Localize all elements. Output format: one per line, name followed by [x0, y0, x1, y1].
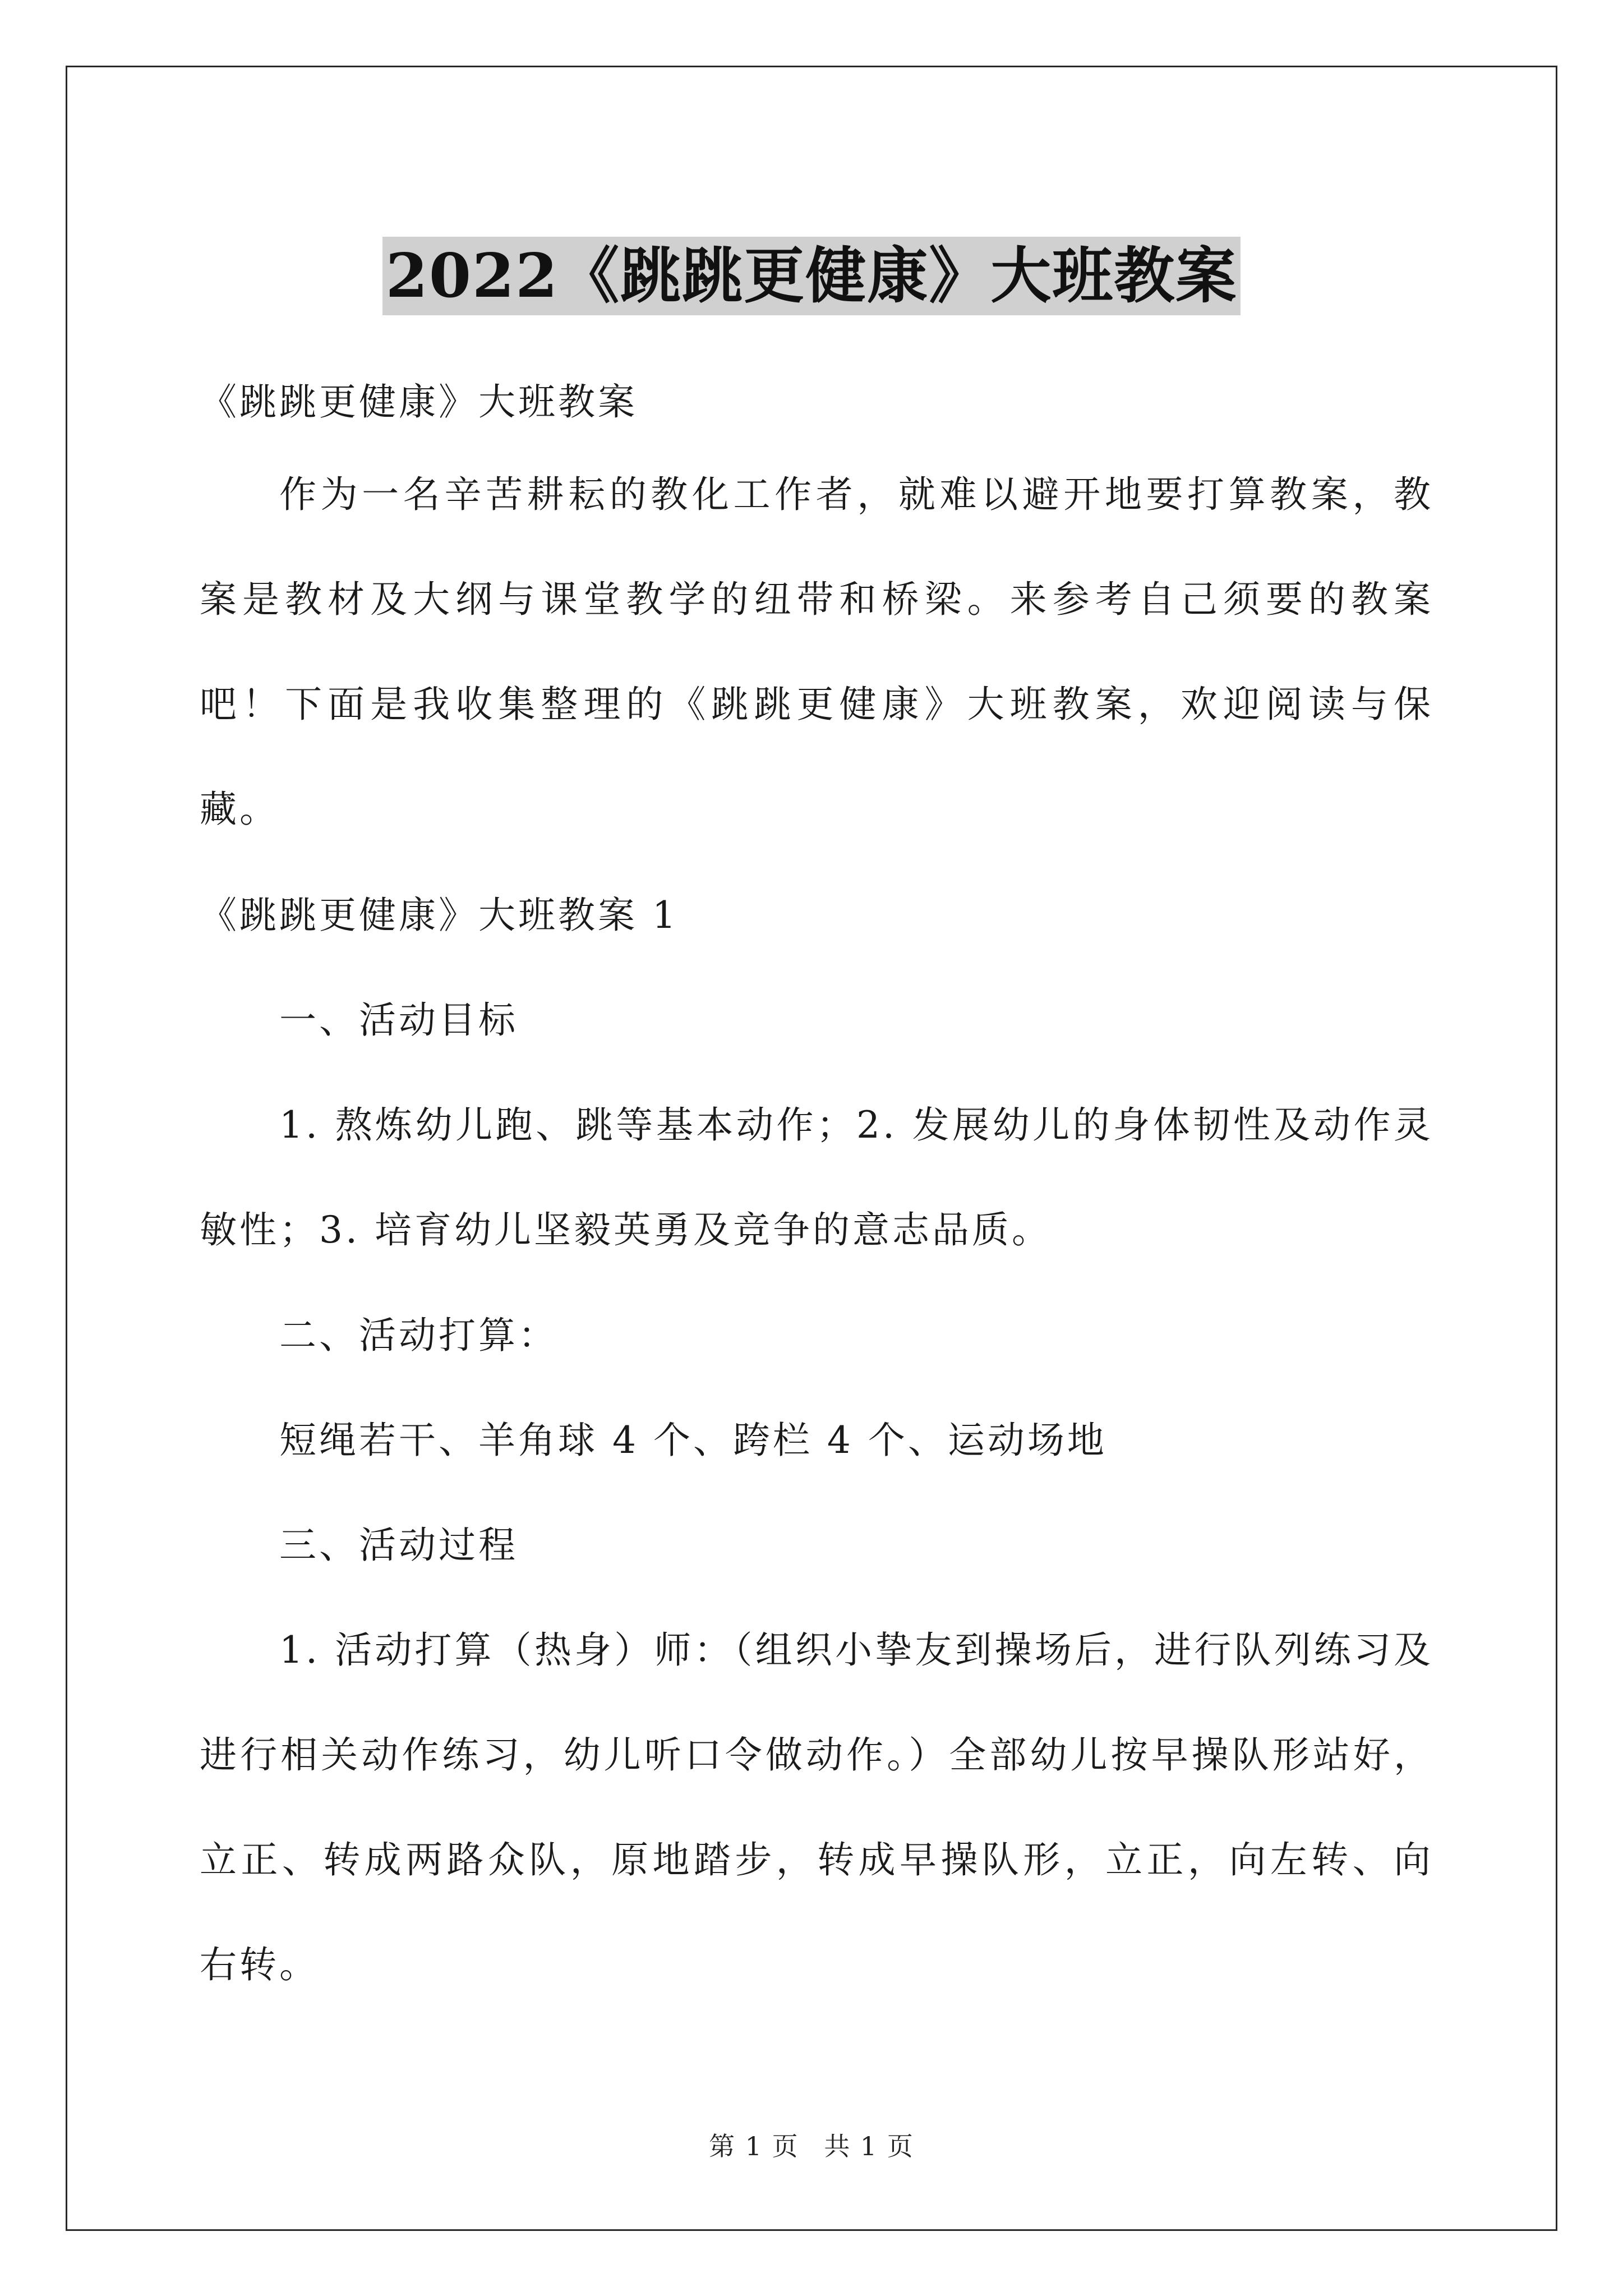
page-footer	[0, 2126, 1623, 2163]
process-text: 1. 活动打算（热身）师：（组织小挚友到操场后，进行队列练习及进行相关动作练习，幼儿听口令做动作。）全部幼儿按早操队形站好，立正、转成两路众队，原地踏步，转成早操队形，立正，向左转、向右转。	[200, 1628, 1433, 1986]
page-number: 第 1 页	[709, 2131, 799, 2161]
page-total: 共 1 页	[824, 2131, 914, 2161]
prep-text: 短绳若干、羊角球 4 个、跨栏 4 个、运动场地	[279, 1419, 1107, 1462]
goal-heading: 一、活动目标	[279, 999, 518, 1042]
intro-paragraph: 作为一名辛苦耕耘的教化工作者，就难以避开地要打算教案，教案是教材及大纲与课堂教学的纽带和桥梁。来参考自己须要的教案吧！下面是我收集整理的《跳跳更健康》大班教案，欢迎阅读与保藏。	[200, 473, 1433, 831]
prep-heading: 二、活动打算：	[279, 1314, 558, 1357]
subtitle: 《跳跳更健康》大班教案	[200, 380, 638, 424]
document-title: 2022《跳跳更健康》大班教案	[382, 237, 1241, 315]
process-heading: 三、活动过程	[279, 1524, 518, 1567]
section-title: 《跳跳更健康》大班教案 1	[200, 894, 679, 937]
title-container	[0, 196, 1623, 356]
goal-text: 1. 熬炼幼儿跑、跳等基本动作；2. 发展幼儿的身体韧性及动作灵敏性；3. 培育幼儿坚毅英勇及竞争的意志品质。	[200, 1103, 1433, 1251]
